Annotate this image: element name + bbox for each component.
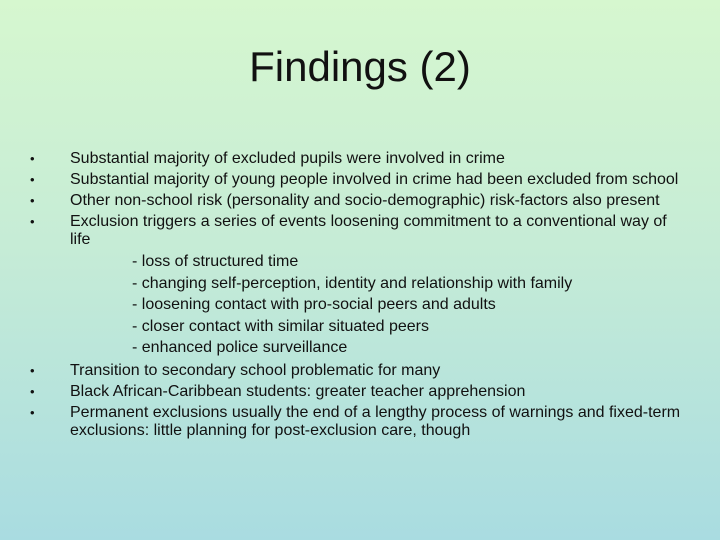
bullet-item: • Black African-Caribbean students: greater teacher apprehension (70, 383, 690, 401)
sub-item: - changing self-perception, identity and relationship with family (132, 274, 573, 292)
slide-title: Findings (2) (249, 43, 471, 90)
sub-list (70, 251, 690, 359)
bullet-item: • Other non-school risk (personality and socio-demographic) risk-factors also present (70, 192, 690, 210)
bullet-item: • Permanent exclusions usually the end of a lengthy process of warnings and fixed-term exclusions: little planning for post-exclusion care, though (70, 404, 690, 440)
bullet-item-with-subitems (70, 213, 690, 359)
sub-item: - loss of structured time (132, 253, 299, 270)
bullet-item: • Substantial majority of young people involved in crime had been excluded from school (70, 171, 690, 189)
bullet-item: • Transition to secondary school problematic for many (70, 362, 690, 380)
sub-item: - loosening contact with pro-social peers and adults (132, 296, 496, 314)
bullet-list (70, 150, 690, 443)
bullet-item: • Substantial majority of excluded pupils were involved in crime (70, 150, 690, 168)
sub-item: - closer contact with similar situated peers (132, 317, 429, 335)
bullet-text: Exclusion triggers a series of events loosening commitment to a conventional way of life (70, 213, 667, 248)
sub-item: - enhanced police surveillance (132, 339, 348, 357)
